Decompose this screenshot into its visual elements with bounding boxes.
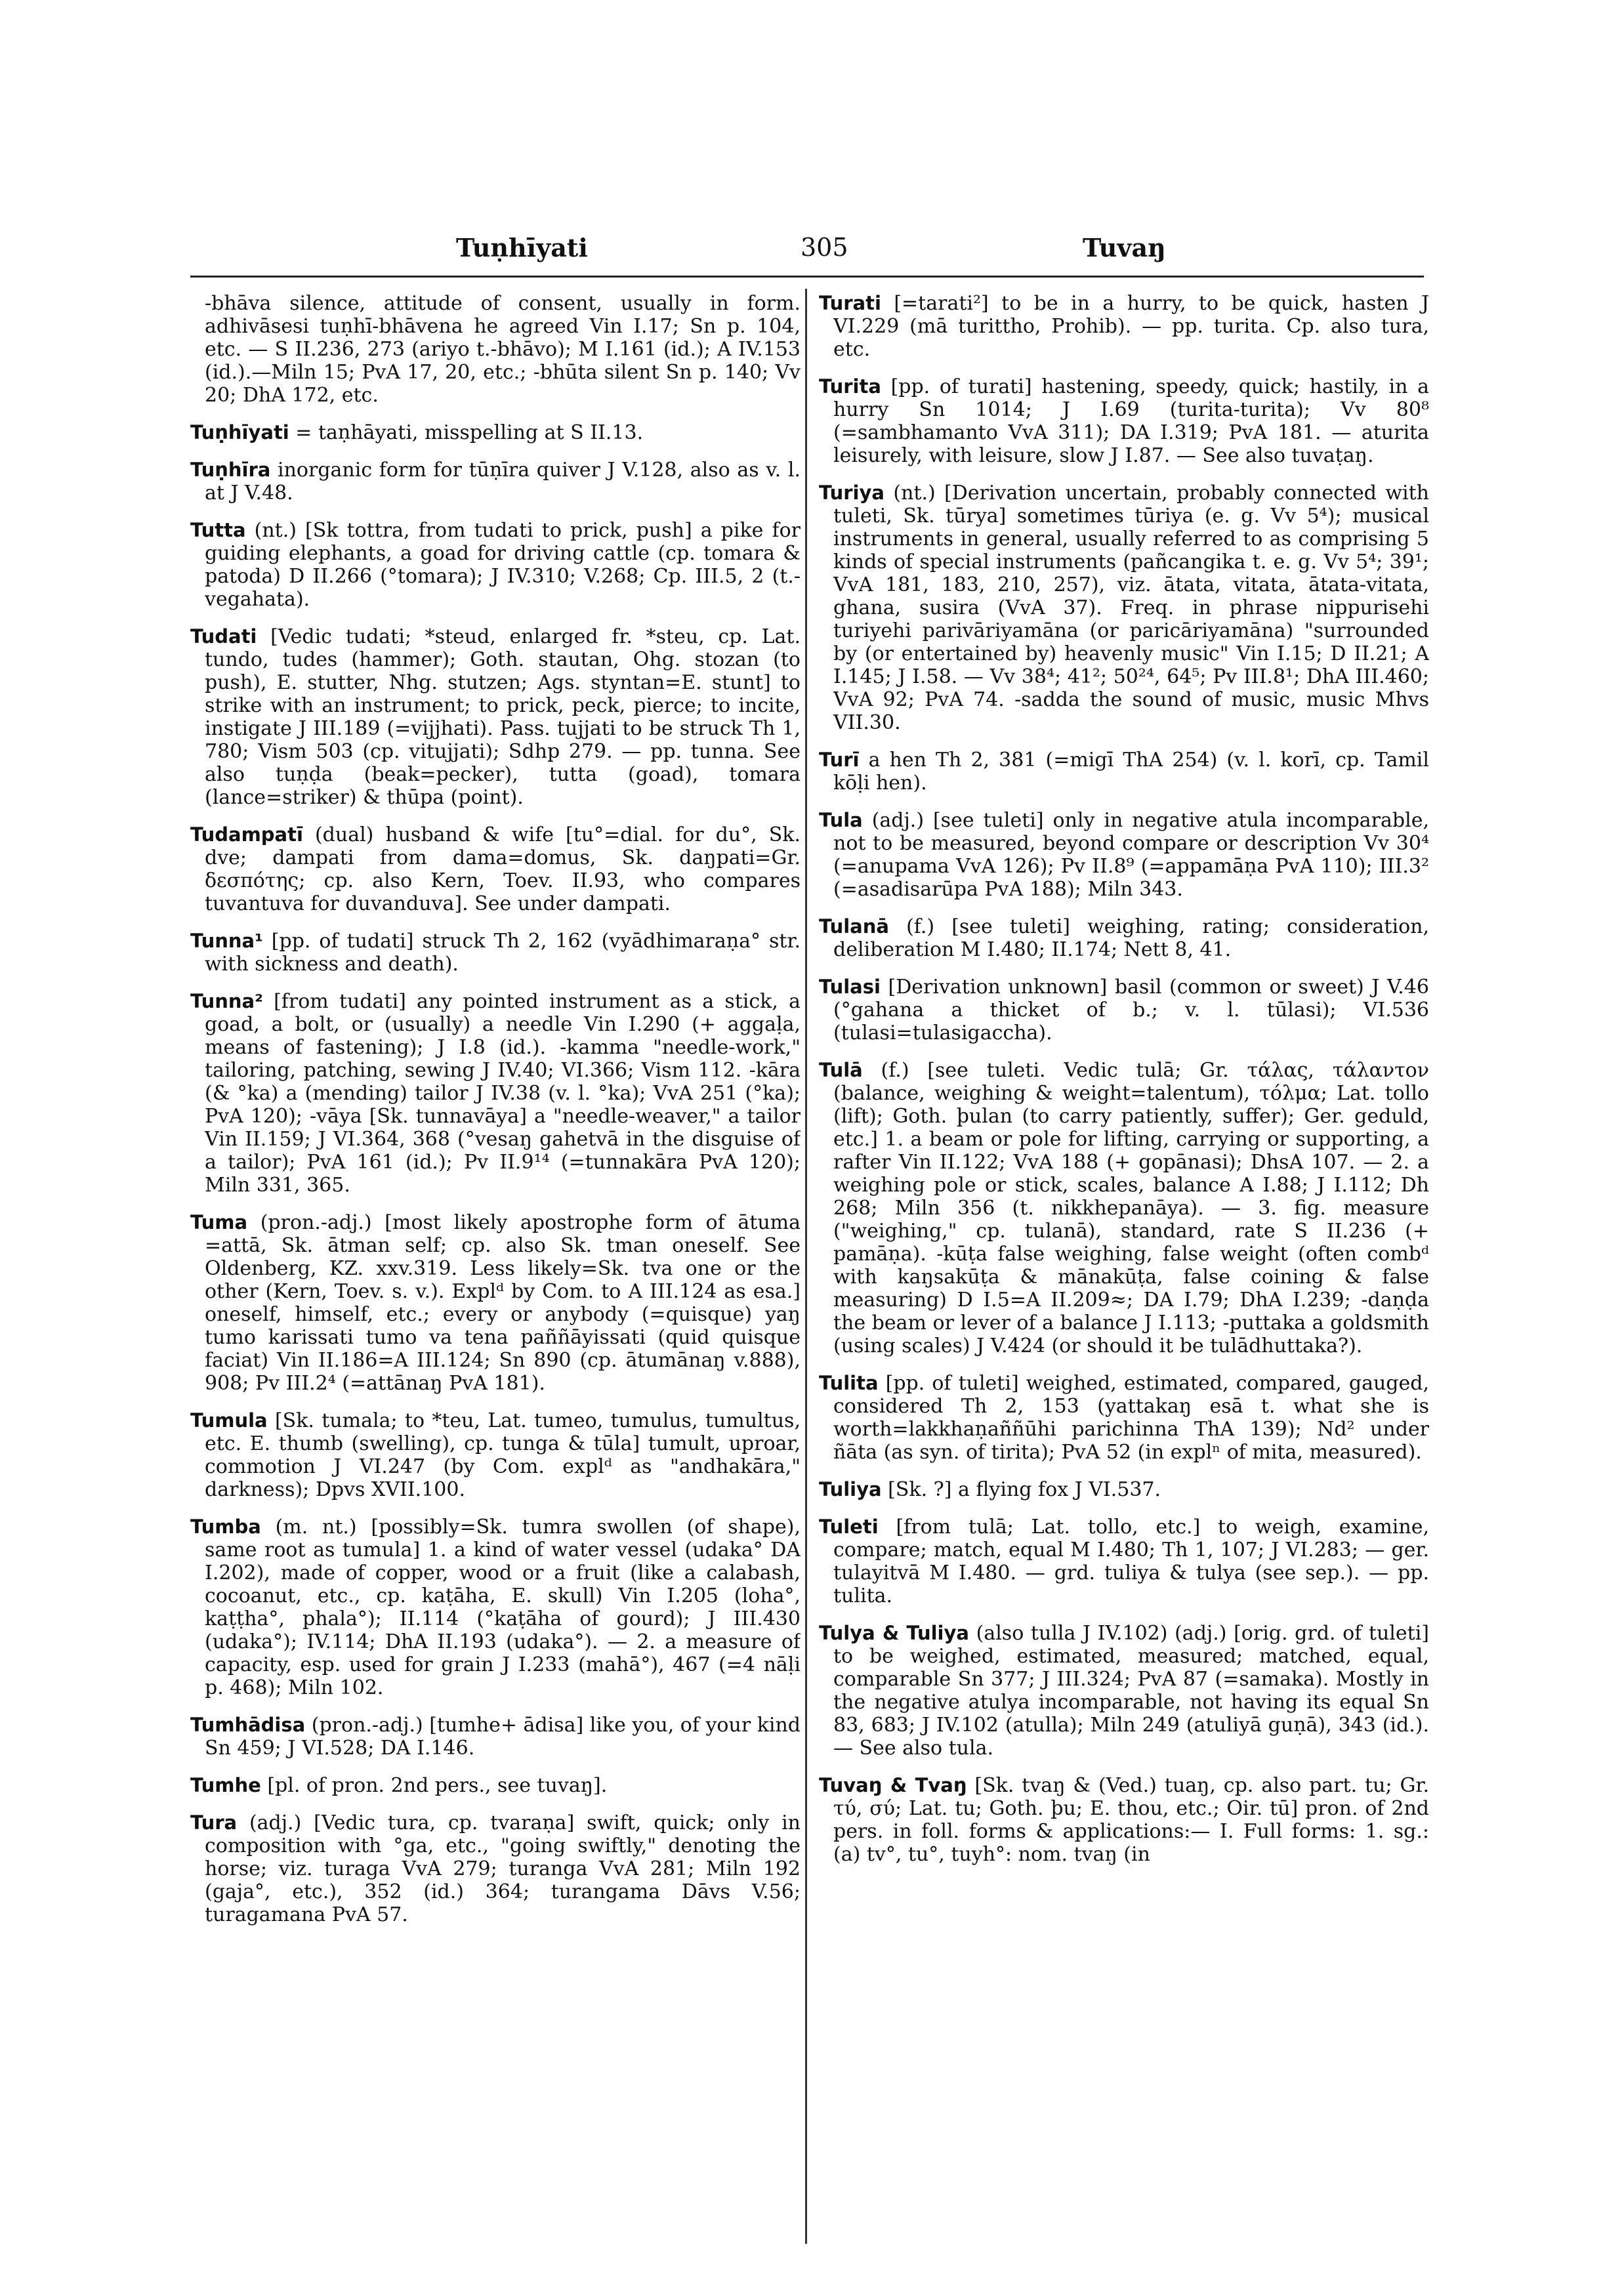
- dictionary-entry: [819, 1516, 1429, 1607]
- entry-headword: Tumhe: [190, 1774, 261, 1796]
- dictionary-entry: [190, 625, 801, 809]
- dictionary-entry: [819, 1059, 1429, 1357]
- entry-headword: Tuma: [190, 1211, 248, 1233]
- dictionary-entry: [190, 823, 801, 915]
- entry-text: [pl. of pron. 2nd pers., see tuvaŋ].: [267, 1774, 608, 1797]
- entry-headword: Tumula: [190, 1409, 268, 1432]
- entry-text: (adj.) [see tuleti] only in negative atula incomparable, not to be measured, beyond compare or description Vv 30⁴ (=anupama VvA 126); Pv II.8⁹ (=appamāṇa PvA 110); III.3² (=asadisarūpa PvA 188); Miln 343.: [833, 809, 1429, 901]
- entry-headword: Turita: [819, 375, 881, 398]
- column-divider: [805, 289, 807, 2244]
- entry-headword: Tumhādisa: [190, 1714, 306, 1736]
- dictionary-entry: [819, 915, 1429, 961]
- entry-headword: Tuṇhīra: [190, 459, 271, 481]
- entry-text: inorganic form for tūṇīra quiver J V.128, also as v. l. at J V.48.: [205, 459, 801, 505]
- entry-text: (also tulla J IV.102) (adj.) [orig. grd. of tuleti] to be weighed, estimated, measured; matched, equal, comparable Sn 377; J III.324; PvA 87 (=samaka). Mostly in the negative atulya incomparable, not having its equal Sn 83, 683; J IV.102 (atulla); Miln 249 (atuliyā guṇā), 343 (id.). — See also tula.: [833, 1622, 1429, 1760]
- entry-headword: Tulā: [819, 1059, 863, 1081]
- entry-text: [pp. of tuleti] weighed, estimated, compared, gauged, considered Th 2, 153 (yattakaŋ esā t. what she is worth=lakkhaṇaññūhi parichinna ThA 139); Nd² under ñāta (as syn. of tirita); PvA 52 (in explⁿ of mita, measured).: [833, 1372, 1429, 1464]
- dictionary-entry: [819, 976, 1429, 1044]
- entry-headword: Tuṇhīyati: [190, 421, 289, 444]
- entry-text: a hen Th 2, 381 (=migī ThA 254) (v. l. korī, cp. Tamil kōḷi hen).: [833, 749, 1429, 795]
- entry-text: [pp. of turati] hastening, speedy, quick; hastily, in a hurry Sn 1014; J I.69 (turita-turita); Vv 80⁸ (=sambhamanto VvA 311); DA I.319; PvA 181. — aturita leisurely, with leisure, slow J I.87. — See also tuvaṭaŋ.: [833, 375, 1429, 467]
- entry-text: (pron.-adj.) [tumhe+ ādisa] like you, of your kind Sn 459; J VI.528; DA I.146.: [205, 1714, 801, 1760]
- entry-headword: Turati: [819, 292, 881, 314]
- entry-headword: Tulasi: [819, 976, 881, 998]
- entry-headword: Tudati: [190, 625, 257, 648]
- entry-text: [Vedic tudati; *steud, enlarged fr. *steu, cp. Lat. tundo, tudes (hammer); Goth. stautan, Ohg. stozan (to push), E. stutter, Nhg. stutzen; Ags. styntan=E. stunt] to strike with an instrument; to prick, peck, pierce; to incite, instigate J III.189 (=vijjhati). Pass. tujjati to be struck Th 1, 780; Vism 503 (cp. vitujjati); Sdhp 279. — pp. tunna. See also tuṇḍa (beak=pecker), tutta (goad), tomara (lance=striker) & thūpa (point).: [205, 625, 801, 809]
- header-right-headword: Tuvaŋ: [1083, 233, 1166, 262]
- entry-headword: Tuvaŋ & Tvaŋ: [819, 1774, 967, 1796]
- dictionary-entry: [190, 930, 801, 976]
- dictionary-entry: -bhāva silence, attitude of consent, usually in form. adhivāsesi tuṇhī-bhāvena he agreed Vin I.17; Sn p. 104, etc. — S II.236, 273 (ariyo t.-bhāvo); M I.161 (id.); A IV.153 (id.).—Miln 15; PvA 17, 20, etc.; -bhūta silent Sn p. 140; Vv 20; DhA 172, etc.: [205, 292, 801, 407]
- dictionary-entry: [190, 1409, 801, 1501]
- entry-headword: Tutta: [190, 519, 246, 541]
- entry-text: [=tarati²] to be in a hurry, to be quick, hasten J VI.229 (mā turittho, Prohib). — pp. turita. Cp. also tura, etc.: [833, 292, 1429, 361]
- dictionary-entry: [190, 1211, 801, 1395]
- dictionary-entry: [190, 990, 801, 1197]
- dictionary-entry: [819, 1622, 1429, 1760]
- entry-headword: Tulita: [819, 1372, 879, 1394]
- entry-text: (nt.) [Sk tottra, from tudati to prick, push] a pike for guiding elephants, a goad for driving cattle (cp. tomara & patoda) D II.266 (°tomara); J IV.310; V.268; Cp. III.5, 2 (t.-vegahata).: [205, 519, 801, 611]
- entry-headword: Tula: [819, 809, 863, 831]
- entry-text: [Sk. tumala; to *teu, Lat. tumeo, tumulus, tumultus, etc. E. thumb (swelling), cp. tunga & tūla] tumult, uproar, commotion J VI.247 (by Com. explᵈ as "andhakāra," darkness); Dpvs XVII.100.: [205, 1409, 801, 1501]
- entry-headword: Tura: [190, 1811, 238, 1834]
- dictionary-entry: [819, 809, 1429, 901]
- left-column: [190, 292, 801, 2244]
- entry-headword: Tudampatī: [190, 823, 303, 846]
- entry-headword: Tuleti: [819, 1516, 879, 1538]
- header-rule: [190, 276, 1424, 278]
- entry-headword: Tunna²: [190, 990, 263, 1012]
- entry-text: [Sk. ?] a flying fox J VI.537.: [888, 1478, 1161, 1501]
- right-column: [819, 292, 1429, 2244]
- dictionary-entry: [819, 482, 1429, 734]
- dictionary-entry: [190, 1714, 801, 1760]
- entry-text: [pp. of tudati] struck Th 2, 162 (vyādhimaraṇa° str. with sickness and death).: [205, 930, 801, 976]
- entry-headword: Tulya & Tuliya: [819, 1622, 969, 1644]
- dictionary-entry: [190, 1811, 801, 1926]
- entry-text: = taṇhāyati, misspelling at S II.13.: [295, 421, 644, 444]
- entry-headword: Turī: [819, 749, 860, 771]
- entry-text: [from tudati] any pointed instrument as a stick, a goad, a bolt, or (usually) a needle Vin I.290 (+ aggaḷa, means of fastening); J I.8 (id.). -kamma "needle-work," tailoring, patching, sewing J IV.40; VI.366; Vism 112. -kāra (& °ka) a (mending) tailor J IV.38 (v. l. °ka); VvA 251 (°ka); PvA 120); -vāya [Sk. tunnavāya] a "needle-weaver," a tailor Vin II.159; J VI.364, 368 (°vesaŋ gahetvā in the disguise of a tailor); PvA 161 (id.); Pv II.9¹⁴ (=tunnakāra PvA 120); Miln 331, 365.: [205, 990, 801, 1197]
- dictionary-entry: [190, 1774, 801, 1797]
- dictionary-entry: [819, 375, 1429, 467]
- dictionary-entry: [190, 1516, 801, 1699]
- entry-text: (adj.) [Vedic tura, cp. tvaraṇa] swift, quick; only in composition with °ga, etc., "going swiftly," denoting the horse; viz. turaga VvA 279; turanga VvA 281; Miln 192 (gaja°, etc.), 352 (id.) 364; turangama Dāvs V.56; turagamana PvA 57.: [205, 1811, 801, 1926]
- entry-headword: Tuliya: [819, 1478, 882, 1500]
- page-number: 305: [801, 233, 848, 262]
- dictionary-entry: [819, 749, 1429, 795]
- entry-text: [Derivation unknown] basil (common or sweet) J V.46 (°gahana a thicket of b.; v. l. tūlasi); VI.536 (tulasi=tulasigaccha).: [833, 976, 1429, 1044]
- dictionary-entry: [190, 459, 801, 505]
- entry-text: [from tulā; Lat. tollo, etc.] to weigh, examine, compare; match, equal M I.480; Th 1, 107; J VI.283; — ger. tulayitvā M I.480. — grd. tuliya & tulya (see sep.). — pp. tulita.: [833, 1516, 1429, 1607]
- entry-text: (pron.-adj.) [most likely apostrophe form of ātuma =attā, Sk. ātman self; cp. also Sk. tman oneself. See Oldenberg, KZ. xxv.319. Less likely=Sk. tva one or the other (Kern, Toev. s. v.). Explᵈ by Com. to A III.124 as esa.] oneself, himself, etc.; every or anybody (=quisque) yaŋ tumo karissati tumo va tena paññāyissati (quid quisque faciat) Vin II.186=A III.124; Sn 890 (cp. ātumānaŋ v.888), 908; Pv III.2⁴ (=attānaŋ PvA 181).: [205, 1211, 801, 1395]
- dictionary-entry: [190, 519, 801, 611]
- entry-text: (f.) [see tuleti] weighing, rating; consideration, deliberation M I.480; II.174; Nett 8, 41.: [833, 915, 1429, 961]
- entry-headword: Tulanā: [819, 915, 889, 938]
- entry-text: (nt.) [Derivation uncertain, probably connected with tuleti, Sk. tūrya] sometimes tūriya (e. g. Vv 5⁴); musical instruments in general, usually referred to as comprising 5 kinds of special instruments (pañcangika t. e. g. Vv 5⁴; 39¹; VvA 181, 183, 210, 257), viz. ātata, vitata, ātata-vitata, ghana, susira (VvA 37). Freq. in phrase nippurisehi turiyehi parivāriyamāna (or paricāriyamāna) "surrounded by (or entertained by) heavenly music" Vin I.15; D II.21; A I.145; J I.58. — Vv 38⁴; 41²; 50²⁴, 64⁵; Pv III.8¹; DhA III.460; VvA 92; PvA 74. -sadda the sound of music, music Mhvs VII.30.: [833, 482, 1429, 734]
- header-left-headword: Tuṇhīyati: [456, 233, 588, 262]
- entry-text: (dual) husband & wife [tu°=dial. for du°, Sk. dve; dampati from dama=domus, Sk. daŋpati=Gr. δεσπότης; cp. also Kern, Toev. II.93, who compares tuvantuva for duvanduva]. See under dampati.: [205, 823, 801, 915]
- running-head: [190, 233, 1424, 272]
- entry-text: [Sk. tvaŋ & (Ved.) tuaŋ, cp. also part. tu; Gr. τύ, σύ; Lat. tu; Goth. þu; E. thou, etc.; Oir. tū] pron. of 2nd pers. in foll. forms & applications:— I. Full forms: 1. sg.: (a) tv°, tu°, tuyh°: nom. tvaŋ (in: [833, 1774, 1429, 1866]
- entry-headword: Tumba: [190, 1516, 261, 1538]
- entry-text: (f.) [see tuleti. Vedic tulā; Gr. τάλας, τάλαντον (balance, weighing & weight=talentum), τόλμα; Lat. tollo (lift); Goth. þulan (to carry patiently, suffer); Ger. geduld, etc.] 1. a beam or pole for lifting, carrying or supporting, a rafter Vin II.122; VvA 188 (+ gopānasi); DhsA 107. — 2. a weighing pole or stick, scales, balance A I.88; J I.112; Dh 268; Miln 356 (t. nikkhepanāya). — 3. fig. measure ("weighing," cp. tulanā), standard, rate S II.236 (+ pamāṇa). -kūṭa false weighing, false weight (often combᵈ with kaŋsakūṭa & mānakūṭa, false coining & false measuring) D I.5=A II.209≈; DA I.79; DhA I.239; -daṇḍa the beam or lever of a balance J I.113; -puttaka a goldsmith (using scales) J V.424 (or should it be tulādhuttaka?).: [833, 1059, 1429, 1357]
- dictionary-entry: [190, 421, 801, 444]
- dictionary-entry: [819, 292, 1429, 361]
- entry-text: (m. nt.) [possibly=Sk. tumra swollen (of shape), same root as tumula] 1. a kind of water vessel (udaka° DA I.202), made of copper, wood or a fruit (like a calabash, cocoanut, etc., cp. kaṭāha, E. skull) Vin I.205 (loha°, kaṭṭha°, phala°); II.114 (°kaṭāha of gourd); J III.430 (udaka°); IV.114; DhA II.193 (udaka°). — 2. a measure of capacity, esp. used for grain J I.233 (mahā°), 467 (=4 nāḷi p. 468); Miln 102.: [205, 1516, 801, 1699]
- dictionary-entry: [819, 1478, 1429, 1501]
- entry-headword: Tunna¹: [190, 930, 263, 952]
- dictionary-entry: [819, 1372, 1429, 1464]
- entry-headword: Turiya: [819, 482, 885, 504]
- dictionary-entry: [819, 1774, 1429, 1866]
